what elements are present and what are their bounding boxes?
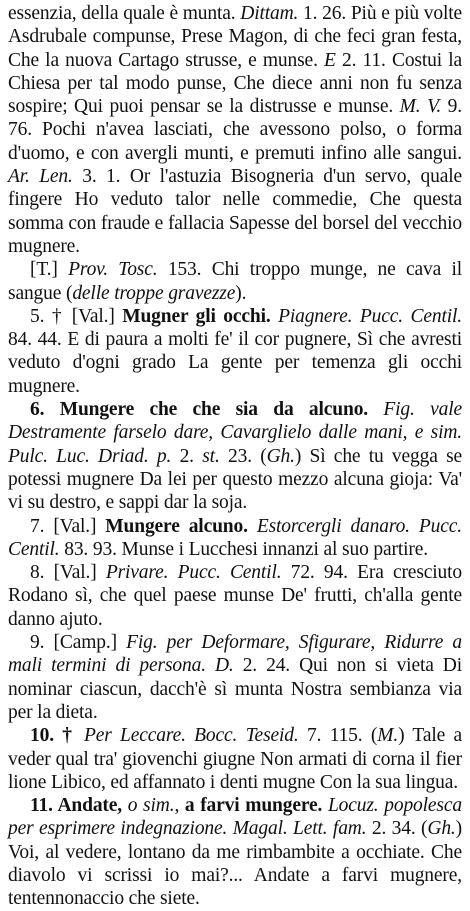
citation-text: E (324, 49, 336, 71)
citation-text: Estorcergli danaro. Pucc. Centil. (8, 515, 462, 560)
entry-heading: 6. Mungere che che sia da alcuno. (30, 399, 369, 421)
body-text: ). (235, 282, 247, 304)
body-text: 2. 24. Qui non si vieta Di nominar ciascun, dacch'è sì munta Nostra sembianza via per la dieta. (8, 655, 462, 723)
body-text: 1. 26. Più e più volte Asdrubale compunse, Prese Magon, di che feci gran festa, Che la nuova Cartago strusse, e munse. (8, 3, 462, 71)
body-text: 153. Chi troppo munge, ne cava il sangue ( (8, 259, 463, 304)
citation-text: o sim. (127, 795, 175, 817)
body-text: 7. 115. ( (298, 725, 378, 747)
body-text: essenzia, della quale è munta. (8, 3, 241, 24)
body-text: [T.] (30, 259, 69, 281)
body-text: 5. † [Val.] (30, 305, 123, 327)
entry-paragraph (8, 794, 462, 910)
citation-text: M. (377, 725, 399, 747)
body-text: 83. 93. Munse i Lucchesi innanzi al suo partire. (59, 538, 428, 560)
citation-text: Fig. per Deformare, Sfigurare, Ridurre a mali termini di persona. D. (8, 632, 462, 677)
body-text (248, 516, 257, 537)
body-text: ) Voi, al vedere, lontano da me rimbambite a occhiate. Che diavolo vi scrissi io mai?... Andate a farvi mugnere, tentennonaccio che siete. (8, 818, 462, 910)
body-text: 72. 94. Era cresciuto Rodano sì, che quel paese munse De' frutti, ch'alla gente danno ajuto. (8, 562, 462, 630)
entry-paragraph (8, 305, 462, 398)
citation-text: Prov. Tosc. (68, 259, 158, 281)
entry-heading: 10. † (30, 725, 84, 747)
body-text: , (174, 795, 185, 817)
entry-paragraph (8, 398, 462, 514)
citation-text: Gh. (266, 445, 295, 467)
entry-paragraph (8, 631, 462, 724)
entry-heading: Mugner gli occhi. (122, 305, 271, 327)
entry-heading: 11. Andate, (30, 795, 122, 817)
citation-text: Locuz. popolesca per esprimere indegnazione. Magal. Lett. fam. (8, 795, 462, 840)
body-text (271, 306, 279, 327)
entry-paragraph (8, 724, 462, 794)
citation-text: Privare. Pucc. Centil. (105, 562, 282, 584)
body-text: 8. [Val.] (30, 562, 106, 584)
body-text: 9. [Camp.] (30, 632, 127, 654)
body-text: 3. 1. Or l'astuzia Bisogneria d'un servo, quale fingere Ho veduto talor nelle commedie, Che questa somma con fraude e fallacia Sapesse del borsel del vecchio mugnere. (8, 166, 462, 257)
citation-text: Piagnere. Pucc. Centil. (278, 305, 462, 327)
entry-paragraph (8, 515, 462, 562)
citation-text: M. V. (399, 96, 442, 118)
citation-text: st. (202, 445, 220, 467)
entry-paragraph (8, 258, 462, 305)
body-text: 9. 76. Pochi n'avea lasciati, che avessono polso, o forma d'uomo, e con avergli munti, e premuti infino alle sangui. (8, 96, 462, 164)
body-text: 23. ( (219, 445, 267, 467)
citation-text: delle troppe gravezze (72, 282, 236, 304)
citation-text: Per Leccare. Bocc. Teseid. (83, 725, 299, 747)
citation-text: Dittam. (240, 3, 299, 24)
entry-paragraph (8, 561, 462, 631)
entry-heading: Mungere alcuno. (105, 515, 248, 537)
body-text: 2. 34. ( (366, 818, 428, 840)
body-text: 7. [Val.] (30, 515, 106, 537)
body-text: 2. 11. Costui la Chiesa per tal modo punse, Che diece anni non fu senza sospire; Qui puoi pensar se la distrusse e munse. (8, 49, 462, 118)
body-text: 84. 44. E di paura a molti fe' il cor pugnere, Sì che avresti veduto d'ogni grado La gente per temenza gli occhi mugnere. (8, 329, 462, 397)
body-text (368, 399, 383, 420)
citation-text: Ar. Len. (8, 166, 73, 188)
entry-paragraph (8, 2, 462, 258)
body-text: ) Tale a veder qual tra' giovenchi giugne Non armati di corna il fier lione Libico, ed affannato i denti mugne Con la sua lingua. (8, 725, 462, 793)
citation-text: Fig. vale Destramente farselo dare, Cavarglielo dalle mani, e sim. Pulc. Luc. Driad. p. (8, 399, 462, 467)
citation-text: Gh. (427, 818, 456, 840)
body-text: 2. (171, 445, 203, 467)
entry-heading: a farvi mungere. (184, 795, 323, 817)
body-text: ) Sì che tu vegga se potessi mugnere Da lei per questo mezzo alcuna gioja: Va' vi su destro, e sappi dar la soja. (8, 445, 463, 514)
